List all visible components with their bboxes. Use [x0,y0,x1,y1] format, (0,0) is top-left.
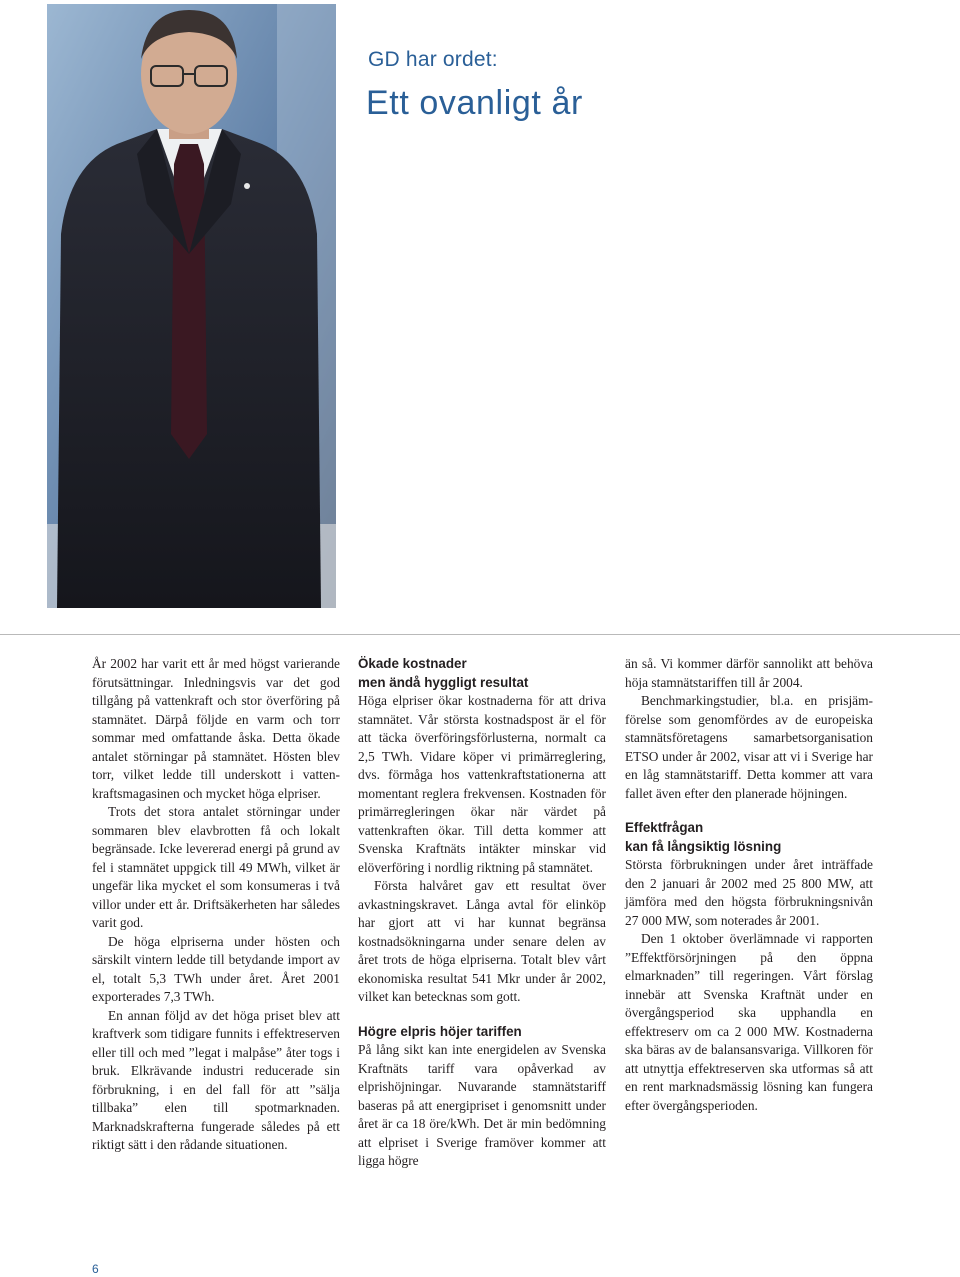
text-column-3 [625,655,873,1115]
kicker: GD har ordet: [368,48,498,71]
paragraph: År 2002 har varit ett år med högst varierande förutsättningar. Inledningsvis var det god tillgång på vattenkraft och stor överföring på stamnätet. Därpå följde en varm och torr sommar med omfattande åska. Detta ökade antalet störningar på stamnätet. Hösten blev torr, vilket ledde till underskott i vattenkraftsmagasinen och mycket höga elpriser. [92,656,340,801]
section-heading: Effektfrågan [625,820,704,835]
paragraph: Den 1 oktober överlämnade vi rapporten ”Effektförsörjningen på den öppna elmarknaden” till regeringen. Vårt förslag innebär att Svenska Kraftnät under en övergångsperiod ska upphandla en effektreserv om ca 2 000 MW. Kostnaderna ska bäras av de balansansvariga. Villkoren för att utnyttja effektreserven ska utformas så att en rent marknadsmässig lösning kan fungera efter övergångsperioden. [625,931,873,1113]
section-heading: men ändå hyggligt resultat [358,674,529,690]
text-column-1 [92,655,340,1155]
section-gap [625,803,873,819]
portrait-photo [47,4,336,608]
paragraph: Benchmarkingstudier, bl.a. en prisjämförelse som genomfördes av de europeiska stamnätsföretagens samarbetsorganisation ETSO under år 2002, visar att vi i Sverige har en låg stamnätstariff. Detta kommer att vara fallet även efter den planerade höjningen. [625,693,873,801]
text-column-2 [358,655,606,1171]
paragraph: Trots det stora antalet störningar under sommaren blev elavbrotten få och lokalt begränsade. Icke levererad energi på grund av fel i stamnätet uppgick till 49 MWh, vilket är ungefär lika mycket el som konsumeras i två villor under ett år. Driftsäkerheten har således varit god. [92,804,340,930]
paragraph: Största förbrukningen under året inträffade den 2 januari år 2002 med 25 800 MW, att jämföra med den högsta förbrukningsnivån 27 000 MW, som noterades år 2001. [625,857,873,928]
paragraph: På lång sikt kan inte energidelen av Svenska Kraftnäts tariff vara opåverkad av elprishöjningar. Nuvarande stamnätstariff baseras på att energipriset i genomsnitt under året är ca 18 öre/kWh. Det är min bedömning att elpriset i Sverige framöver kommer att ligga högre [358,1042,606,1168]
section-gap [358,1007,606,1023]
section-heading: Högre elpris höjer tariffen [358,1023,522,1039]
paragraph: Första halvåret gav ett resultat över avkastningskravet. Långa avtal för elinköp har gjort att vi har kunnat begränsa kostnadsökningarna under senare delen av året trots de höga elpriserna. Totalt blev vårt ekonomiska resultat 541 Mkr under år 2002, vilket kan betecknas som gott. [358,878,606,1004]
paragraph: än så. Vi kommer därför sannolikt att behöva höja stamnätstariffen till år 2004. [625,656,873,690]
section-heading: kan få långsiktig lösning [625,838,782,854]
horizontal-divider [0,634,960,635]
paragraph: En annan följd av det höga priset blev att kraftverk som tidigare funnits i effektreserven eller till och med ”legat i malpåse” åter togs i bruk. Elkrävande industri reducerade sin förbrukning, i en del fall för att ”sälja tillbaka” elen till spotmarknaden. Marknadskrafterna fungerade således på ett riktigt sätt i den rådande situationen. [92,1007,340,1152]
section-heading: Ökade kostnader [358,656,467,671]
portrait-illustration [47,4,336,608]
page-title: Ett ovanligt år [366,84,583,122]
page-number: 6 [92,1262,99,1276]
paragraph: Höga elpriser ökar kostnaderna för att driva stamnätet. Vår största kostnadspost är el för att täcka överföringsförlusterna, normalt ca 2,5 TWh. Vidare köper vi primärreglering, dvs. förmåga hos vattenkraftstationerna att momentant reglera frekvensen. Kostnaden för primärregleringen ökar när värdet på vattenkraften ökar. Till detta kommer att Svenska Kraftnäts intäkter minskar vid elöverföring i nordlig riktning på stamnätet. [358,693,606,875]
paragraph: De höga elpriserna under hösten och särskilt vintern ledde till betydande import av el, totalt 5,3 TWh under året. Året 2001 exporterades 7,3 TWh. [92,933,340,1004]
